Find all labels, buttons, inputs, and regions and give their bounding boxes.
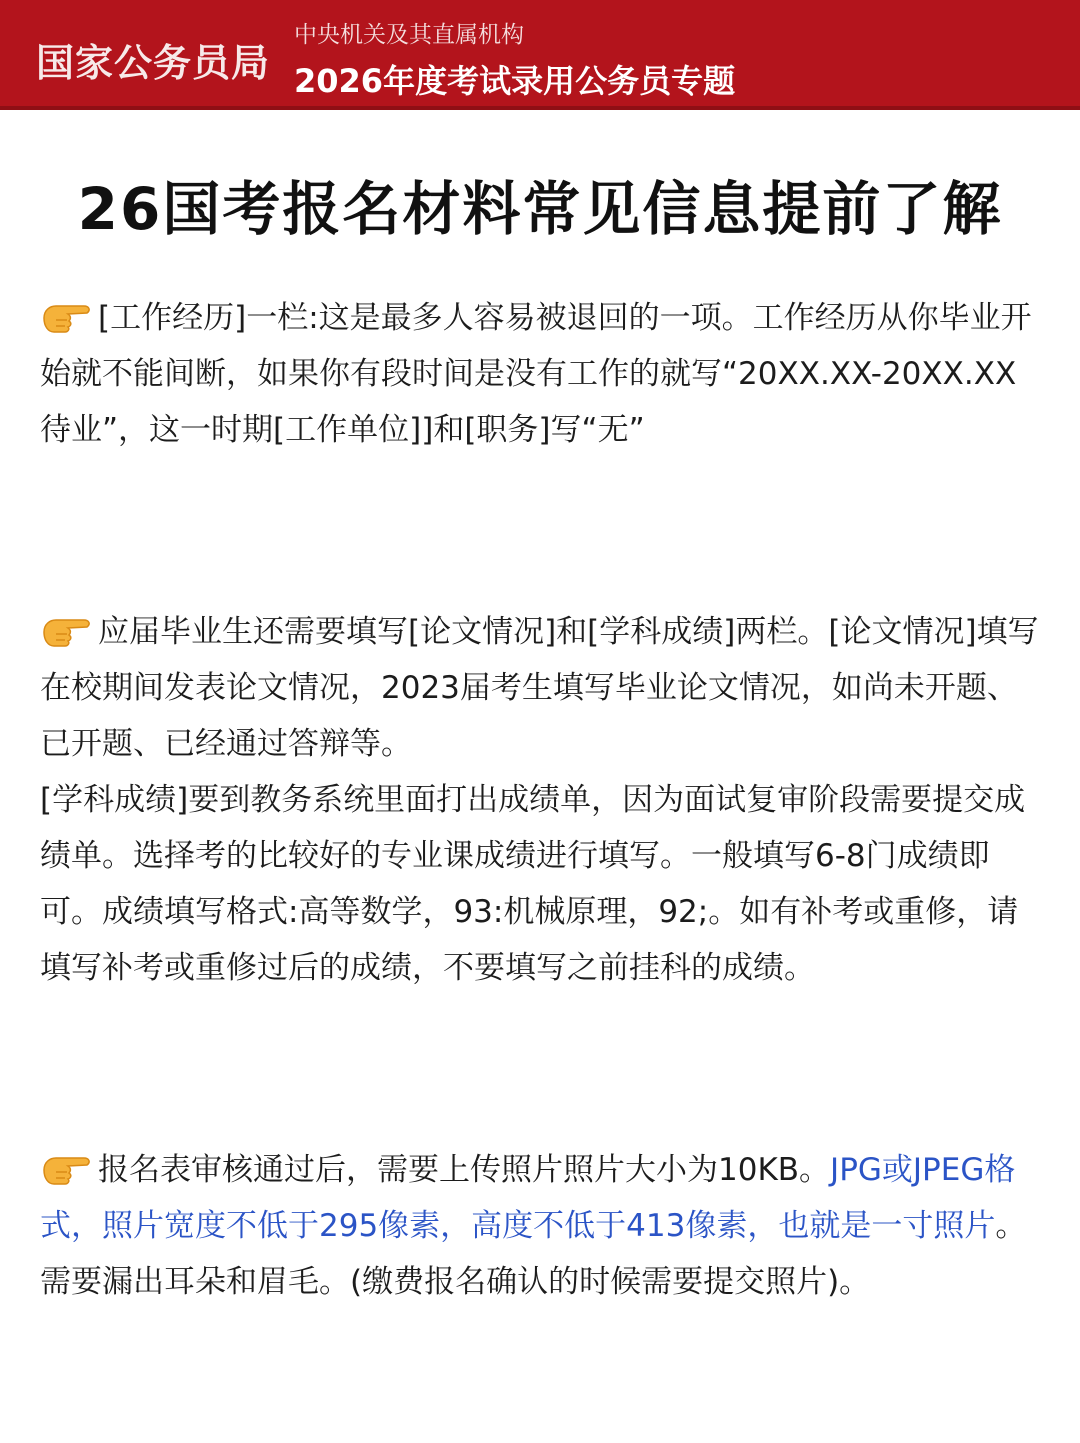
pointing-hand-icon	[40, 1148, 94, 1188]
section-paragraph: [学科成绩]要到教务系统里面打出成绩单，因为面试复审阶段需要提交成绩单。选择考的比较好的专业课成绩进行填写。一般填写6-8门成绩即可。成绩填写格式:高等数学，93:机械原理，92;。如有补考或重修，请填写补考或重修过后的成绩，不要填写之前挂科的成绩。	[40, 782, 1026, 986]
section-paragraph	[40, 290, 1045, 458]
section-photo-requirements	[40, 1142, 1045, 1310]
header-subtitle-top: 中央机关及其直属机构	[294, 22, 524, 48]
section-paragraph	[40, 604, 1045, 772]
section-text: 应届毕业生还需要填写[论文情况]和[学科成绩]两栏。[论文情况]填写在校期间发表论文情况，2023届考生填写毕业论文情况，如尚未开题、已开题、已经通过答辩等。	[40, 614, 1039, 762]
header-subtitle-main: 2026年度考试录用公务员专题	[294, 62, 736, 100]
section-work-experience	[40, 290, 1045, 458]
section-text: [工作经历]一栏:这是最多人容易被退回的一项。工作经历从你毕业开始就不能间断，如果你有段时间是没有工作的就写“20XX.XX-20XX.XX待业”，这一时期[工作单位]]和[职务]写“无”	[40, 300, 1032, 448]
brand-name: 国家公务员局	[36, 41, 271, 85]
section-text: 。需要漏出耳朵和眉毛。(缴费报名确认的时候需要提交照片)。	[40, 1208, 1027, 1300]
section-paragraph	[40, 1142, 1045, 1310]
section-text: 报名表审核通过后，需要上传照片照片大小为10KB。	[98, 1152, 831, 1188]
page-title: 26国考报名材料常见信息提前了解	[77, 175, 1003, 243]
header-banner	[0, 0, 1080, 110]
pointing-hand-icon	[40, 296, 94, 336]
highlighted-text: JPG或JPEG格式，照片宽度不低于295像素，高度不低于413像素，也就是一寸照片	[40, 1152, 1016, 1244]
section-graduate-info	[40, 604, 1045, 996]
pointing-hand-icon	[40, 610, 94, 650]
